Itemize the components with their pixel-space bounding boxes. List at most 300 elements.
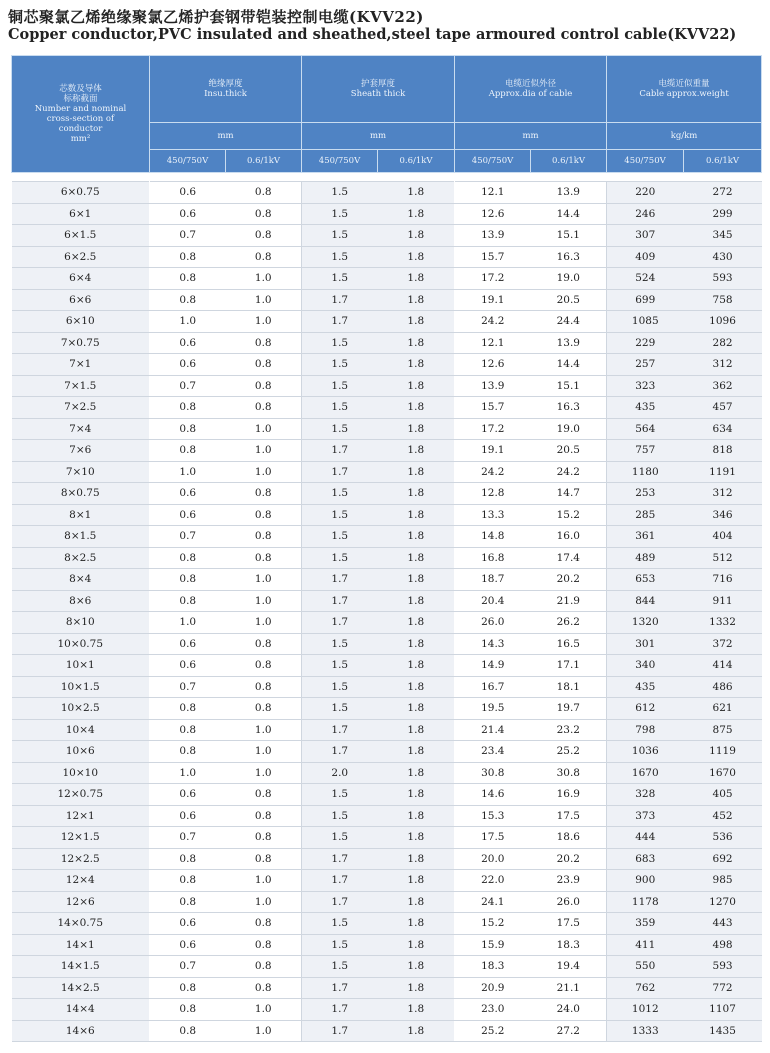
voltage-label: 0.6/1kV <box>226 150 302 173</box>
value-cell: 489 <box>607 547 684 569</box>
conductor-spec-cell: 10×10 <box>12 762 150 784</box>
value-cell: 14.3 <box>455 633 531 655</box>
value-cell: 0.8 <box>226 805 302 827</box>
conductor-spec-cell: 12×0.75 <box>12 784 150 806</box>
value-cell: 15.1 <box>531 375 607 397</box>
value-cell: 1.7 <box>302 999 378 1021</box>
value-cell: 1435 <box>684 1020 762 1042</box>
table-row <box>12 913 762 935</box>
value-cell: 1.7 <box>302 311 378 333</box>
value-cell: 30.8 <box>531 762 607 784</box>
value-cell: 621 <box>684 698 762 720</box>
value-cell: 299 <box>684 203 762 225</box>
value-cell: 17.5 <box>455 827 531 849</box>
table-header <box>12 56 762 173</box>
value-cell: 1.8 <box>378 225 455 247</box>
value-cell: 404 <box>684 526 762 548</box>
value-cell: 1.5 <box>302 934 378 956</box>
table-row <box>12 805 762 827</box>
table-row <box>12 934 762 956</box>
table-row <box>12 612 762 634</box>
table-row <box>12 891 762 913</box>
value-cell: 1.8 <box>378 698 455 720</box>
value-cell: 345 <box>684 225 762 247</box>
value-cell: 1670 <box>607 762 684 784</box>
header-insulation-cn: 绝缘厚度 <box>208 79 243 89</box>
value-cell: 1332 <box>684 612 762 634</box>
value-cell: 16.3 <box>531 246 607 268</box>
value-cell: 1.8 <box>378 1020 455 1042</box>
value-cell: 0.7 <box>150 225 226 247</box>
value-cell: 1.0 <box>226 891 302 913</box>
value-cell: 26.0 <box>455 612 531 634</box>
table-row <box>12 483 762 505</box>
spacer-cell <box>12 173 762 182</box>
value-cell: 0.8 <box>150 590 226 612</box>
table-row <box>12 268 762 290</box>
value-cell: 0.6 <box>150 504 226 526</box>
value-cell: 0.6 <box>150 805 226 827</box>
table-row <box>12 311 762 333</box>
value-cell: 1.0 <box>226 612 302 634</box>
value-cell: 1.8 <box>378 461 455 483</box>
value-cell: 985 <box>684 870 762 892</box>
value-cell: 1.7 <box>302 741 378 763</box>
value-cell: 340 <box>607 655 684 677</box>
value-cell: 19.1 <box>455 289 531 311</box>
value-cell: 24.0 <box>531 999 607 1021</box>
value-cell: 18.7 <box>455 569 531 591</box>
value-cell: 411 <box>607 934 684 956</box>
value-cell: 1.0 <box>226 590 302 612</box>
value-cell: 20.5 <box>531 289 607 311</box>
value-cell: 524 <box>607 268 684 290</box>
page-title-en: Copper conductor,PVC insulated and sheathed,steel tape armoured control cable(KVV22) <box>8 26 737 43</box>
header-insulation <box>150 56 302 123</box>
value-cell: 1.0 <box>226 719 302 741</box>
value-cell: 1.5 <box>302 956 378 978</box>
conductor-spec-cell: 12×2.5 <box>12 848 150 870</box>
table-row <box>12 397 762 419</box>
value-cell: 0.8 <box>226 633 302 655</box>
value-cell: 1096 <box>684 311 762 333</box>
value-cell: 1.7 <box>302 590 378 612</box>
value-cell: 0.8 <box>150 977 226 999</box>
value-cell: 361 <box>607 526 684 548</box>
value-cell: 550 <box>607 956 684 978</box>
value-cell: 1.8 <box>378 504 455 526</box>
table-row <box>12 182 762 204</box>
value-cell: 0.6 <box>150 203 226 225</box>
value-cell: 0.8 <box>226 526 302 548</box>
voltage-label: 450/750V <box>150 150 226 173</box>
value-cell: 328 <box>607 784 684 806</box>
value-cell: 1.0 <box>150 612 226 634</box>
value-cell: 1.8 <box>378 676 455 698</box>
value-cell: 19.0 <box>531 418 607 440</box>
value-cell: 0.8 <box>226 483 302 505</box>
value-cell: 16.0 <box>531 526 607 548</box>
table-row <box>12 848 762 870</box>
value-cell: 17.2 <box>455 268 531 290</box>
value-cell: 1.8 <box>378 375 455 397</box>
conductor-spec-cell: 6×1.5 <box>12 225 150 247</box>
value-cell: 0.6 <box>150 483 226 505</box>
header-insulation-en: Insu.thick <box>204 89 247 99</box>
value-cell: 14.4 <box>531 354 607 376</box>
value-cell: 875 <box>684 719 762 741</box>
conductor-spec-cell: 8×1 <box>12 504 150 526</box>
value-cell: 1.8 <box>378 289 455 311</box>
value-cell: 593 <box>684 956 762 978</box>
value-cell: 16.7 <box>455 676 531 698</box>
value-cell: 1.0 <box>226 311 302 333</box>
value-cell: 1.8 <box>378 870 455 892</box>
value-cell: 24.1 <box>455 891 531 913</box>
unit-sheath: mm <box>302 123 455 150</box>
value-cell: 498 <box>684 934 762 956</box>
table-row <box>12 332 762 354</box>
value-cell: 1178 <box>607 891 684 913</box>
value-cell: 14.6 <box>455 784 531 806</box>
page-title-cn: 铜芯聚氯乙烯绝缘聚氯乙烯护套钢带铠装控制电缆(KVV22) <box>8 8 424 26</box>
value-cell: 1.8 <box>378 332 455 354</box>
value-cell: 14.4 <box>531 203 607 225</box>
table-row <box>12 719 762 741</box>
unit-diameter: mm <box>455 123 607 150</box>
value-cell: 1.5 <box>302 827 378 849</box>
value-cell: 435 <box>607 397 684 419</box>
value-cell: 1.8 <box>378 741 455 763</box>
table-row <box>12 504 762 526</box>
conductor-spec-cell: 7×10 <box>12 461 150 483</box>
value-cell: 312 <box>684 483 762 505</box>
table-row <box>12 203 762 225</box>
value-cell: 1.8 <box>378 311 455 333</box>
value-cell: 15.2 <box>531 504 607 526</box>
value-cell: 0.8 <box>226 956 302 978</box>
value-cell: 20.2 <box>531 848 607 870</box>
cable-spec-table <box>11 55 762 1042</box>
value-cell: 1.0 <box>226 741 302 763</box>
value-cell: 0.8 <box>226 225 302 247</box>
voltage-label: 450/750V <box>607 150 684 173</box>
value-cell: 0.8 <box>226 397 302 419</box>
value-cell: 12.1 <box>455 332 531 354</box>
conductor-spec-cell: 10×6 <box>12 741 150 763</box>
value-cell: 683 <box>607 848 684 870</box>
conductor-spec-cell: 6×0.75 <box>12 182 150 204</box>
voltage-label: 0.6/1kV <box>378 150 455 173</box>
value-cell: 0.8 <box>226 354 302 376</box>
value-cell: 1.5 <box>302 332 378 354</box>
value-cell: 1.0 <box>226 418 302 440</box>
value-cell: 444 <box>607 827 684 849</box>
value-cell: 1.8 <box>378 483 455 505</box>
value-cell: 18.3 <box>455 956 531 978</box>
value-cell: 0.8 <box>150 999 226 1021</box>
table-row <box>12 289 762 311</box>
value-cell: 844 <box>607 590 684 612</box>
conductor-spec-cell: 12×4 <box>12 870 150 892</box>
value-cell: 1.5 <box>302 547 378 569</box>
value-cell: 1.8 <box>378 203 455 225</box>
value-cell: 1270 <box>684 891 762 913</box>
value-cell: 1.5 <box>302 655 378 677</box>
table-row <box>12 590 762 612</box>
value-cell: 0.7 <box>150 956 226 978</box>
table-row <box>12 440 762 462</box>
value-cell: 16.5 <box>531 633 607 655</box>
value-cell: 285 <box>607 504 684 526</box>
value-cell: 1.7 <box>302 289 378 311</box>
value-cell: 772 <box>684 977 762 999</box>
value-cell: 653 <box>607 569 684 591</box>
value-cell: 16.9 <box>531 784 607 806</box>
value-cell: 1.5 <box>302 784 378 806</box>
value-cell: 1.8 <box>378 354 455 376</box>
conductor-spec-cell: 6×10 <box>12 311 150 333</box>
value-cell: 20.4 <box>455 590 531 612</box>
value-cell: 0.8 <box>226 504 302 526</box>
value-cell: 1.7 <box>302 569 378 591</box>
header-diameter-cn: 电缆近似外径 <box>505 79 557 89</box>
table-row <box>12 698 762 720</box>
value-cell: 12.6 <box>455 354 531 376</box>
value-cell: 21.1 <box>531 977 607 999</box>
value-cell: 1.5 <box>302 805 378 827</box>
value-cell: 1.5 <box>302 418 378 440</box>
conductor-spec-cell: 14×0.75 <box>12 913 150 935</box>
conductor-spec-cell: 12×1 <box>12 805 150 827</box>
conductor-spec-cell: 10×1.5 <box>12 676 150 698</box>
value-cell: 593 <box>684 268 762 290</box>
value-cell: 25.2 <box>455 1020 531 1042</box>
value-cell: 19.7 <box>531 698 607 720</box>
value-cell: 19.5 <box>455 698 531 720</box>
value-cell: 14.7 <box>531 483 607 505</box>
value-cell: 1036 <box>607 741 684 763</box>
value-cell: 1.8 <box>378 246 455 268</box>
value-cell: 762 <box>607 977 684 999</box>
value-cell: 1.0 <box>150 762 226 784</box>
value-cell: 17.4 <box>531 547 607 569</box>
voltage-label: 450/750V <box>455 150 531 173</box>
value-cell: 323 <box>607 375 684 397</box>
conductor-spec-cell: 14×1 <box>12 934 150 956</box>
value-cell: 0.8 <box>150 569 226 591</box>
value-cell: 1.8 <box>378 182 455 204</box>
value-cell: 18.6 <box>531 827 607 849</box>
value-cell: 0.8 <box>150 397 226 419</box>
table-row <box>12 655 762 677</box>
unit-weight: kg/km <box>607 123 762 150</box>
value-cell: 716 <box>684 569 762 591</box>
value-cell: 0.7 <box>150 827 226 849</box>
value-cell: 486 <box>684 676 762 698</box>
value-cell: 16.8 <box>455 547 531 569</box>
value-cell: 17.5 <box>531 805 607 827</box>
table-row <box>12 784 762 806</box>
value-cell: 312 <box>684 354 762 376</box>
value-cell: 0.8 <box>226 934 302 956</box>
value-cell: 405 <box>684 784 762 806</box>
table-row <box>12 633 762 655</box>
value-cell: 26.2 <box>531 612 607 634</box>
value-cell: 20.9 <box>455 977 531 999</box>
value-cell: 1012 <box>607 999 684 1021</box>
value-cell: 612 <box>607 698 684 720</box>
table-row <box>12 354 762 376</box>
conductor-spec-cell: 7×1.5 <box>12 375 150 397</box>
value-cell: 372 <box>684 633 762 655</box>
value-cell: 346 <box>684 504 762 526</box>
value-cell: 0.8 <box>226 655 302 677</box>
value-cell: 0.8 <box>226 827 302 849</box>
value-cell: 818 <box>684 440 762 462</box>
value-cell: 1.7 <box>302 848 378 870</box>
value-cell: 1.8 <box>378 655 455 677</box>
value-cell: 1333 <box>607 1020 684 1042</box>
voltage-label: 0.6/1kV <box>684 150 762 173</box>
value-cell: 536 <box>684 827 762 849</box>
value-cell: 0.6 <box>150 354 226 376</box>
value-cell: 18.1 <box>531 676 607 698</box>
value-cell: 25.2 <box>531 741 607 763</box>
value-cell: 21.9 <box>531 590 607 612</box>
value-cell: 0.8 <box>150 268 226 290</box>
table-row <box>12 569 762 591</box>
conductor-spec-cell: 8×4 <box>12 569 150 591</box>
conductor-spec-cell: 14×1.5 <box>12 956 150 978</box>
value-cell: 1180 <box>607 461 684 483</box>
value-cell: 1.0 <box>226 289 302 311</box>
value-cell: 409 <box>607 246 684 268</box>
value-cell: 359 <box>607 913 684 935</box>
value-cell: 452 <box>684 805 762 827</box>
value-cell: 1.8 <box>378 934 455 956</box>
value-cell: 23.9 <box>531 870 607 892</box>
value-cell: 23.2 <box>531 719 607 741</box>
value-cell: 0.8 <box>226 332 302 354</box>
header-conductor-en: Number and nominal cross-section of conductor mm² <box>34 104 127 144</box>
value-cell: 23.0 <box>455 999 531 1021</box>
value-cell: 13.9 <box>531 182 607 204</box>
voltage-label: 450/750V <box>302 150 378 173</box>
value-cell: 1.7 <box>302 440 378 462</box>
value-cell: 0.6 <box>150 182 226 204</box>
table-row <box>12 1020 762 1042</box>
value-cell: 0.6 <box>150 633 226 655</box>
value-cell: 1.7 <box>302 612 378 634</box>
table-row <box>12 547 762 569</box>
value-cell: 1107 <box>684 999 762 1021</box>
header-sheath-en: Sheath thick <box>350 89 406 99</box>
conductor-spec-cell: 12×1.5 <box>12 827 150 849</box>
table-row <box>12 676 762 698</box>
value-cell: 798 <box>607 719 684 741</box>
value-cell: 0.8 <box>150 440 226 462</box>
value-cell: 0.7 <box>150 526 226 548</box>
value-cell: 24.2 <box>455 461 531 483</box>
value-cell: 0.8 <box>150 246 226 268</box>
value-cell: 443 <box>684 913 762 935</box>
header-conductor-cn: 芯数及导体 标称截面 <box>59 84 102 104</box>
value-cell: 12.8 <box>455 483 531 505</box>
value-cell: 1.5 <box>302 246 378 268</box>
conductor-spec-cell: 8×6 <box>12 590 150 612</box>
value-cell: 757 <box>607 440 684 462</box>
conductor-spec-cell: 8×0.75 <box>12 483 150 505</box>
value-cell: 0.8 <box>226 913 302 935</box>
conductor-spec-cell: 10×2.5 <box>12 698 150 720</box>
value-cell: 12.6 <box>455 203 531 225</box>
value-cell: 1.7 <box>302 719 378 741</box>
value-cell: 19.4 <box>531 956 607 978</box>
value-cell: 15.3 <box>455 805 531 827</box>
value-cell: 1.8 <box>378 784 455 806</box>
conductor-spec-cell: 7×1 <box>12 354 150 376</box>
value-cell: 1.8 <box>378 999 455 1021</box>
value-cell: 24.2 <box>455 311 531 333</box>
value-cell: 1.7 <box>302 977 378 999</box>
table-row <box>12 741 762 763</box>
value-cell: 692 <box>684 848 762 870</box>
value-cell: 220 <box>607 182 684 204</box>
value-cell: 564 <box>607 418 684 440</box>
header-weight-cn: 电缆近似重量 <box>658 79 710 89</box>
value-cell: 0.8 <box>150 547 226 569</box>
value-cell: 1.0 <box>226 440 302 462</box>
value-cell: 1.8 <box>378 526 455 548</box>
value-cell: 0.8 <box>226 246 302 268</box>
value-cell: 272 <box>684 182 762 204</box>
value-cell: 23.4 <box>455 741 531 763</box>
value-cell: 1.0 <box>226 999 302 1021</box>
value-cell: 17.1 <box>531 655 607 677</box>
value-cell: 1.0 <box>150 461 226 483</box>
value-cell: 1.5 <box>302 354 378 376</box>
value-cell: 1.7 <box>302 1020 378 1042</box>
table-row <box>12 418 762 440</box>
value-cell: 15.2 <box>455 913 531 935</box>
value-cell: 1191 <box>684 461 762 483</box>
table-row <box>12 870 762 892</box>
value-cell: 1.8 <box>378 848 455 870</box>
conductor-spec-cell: 7×4 <box>12 418 150 440</box>
value-cell: 0.6 <box>150 913 226 935</box>
value-cell: 699 <box>607 289 684 311</box>
value-cell: 1.8 <box>378 397 455 419</box>
value-cell: 457 <box>684 397 762 419</box>
value-cell: 0.8 <box>150 698 226 720</box>
value-cell: 1.0 <box>226 1020 302 1042</box>
conductor-spec-cell: 12×6 <box>12 891 150 913</box>
conductor-spec-cell: 14×2.5 <box>12 977 150 999</box>
value-cell: 1.8 <box>378 891 455 913</box>
value-cell: 19.0 <box>531 268 607 290</box>
value-cell: 1.7 <box>302 891 378 913</box>
value-cell: 229 <box>607 332 684 354</box>
value-cell: 1.8 <box>378 827 455 849</box>
value-cell: 1085 <box>607 311 684 333</box>
table-row <box>12 375 762 397</box>
value-cell: 1320 <box>607 612 684 634</box>
value-cell: 24.4 <box>531 311 607 333</box>
value-cell: 17.5 <box>531 913 607 935</box>
value-cell: 1.0 <box>226 268 302 290</box>
table-row <box>12 225 762 247</box>
